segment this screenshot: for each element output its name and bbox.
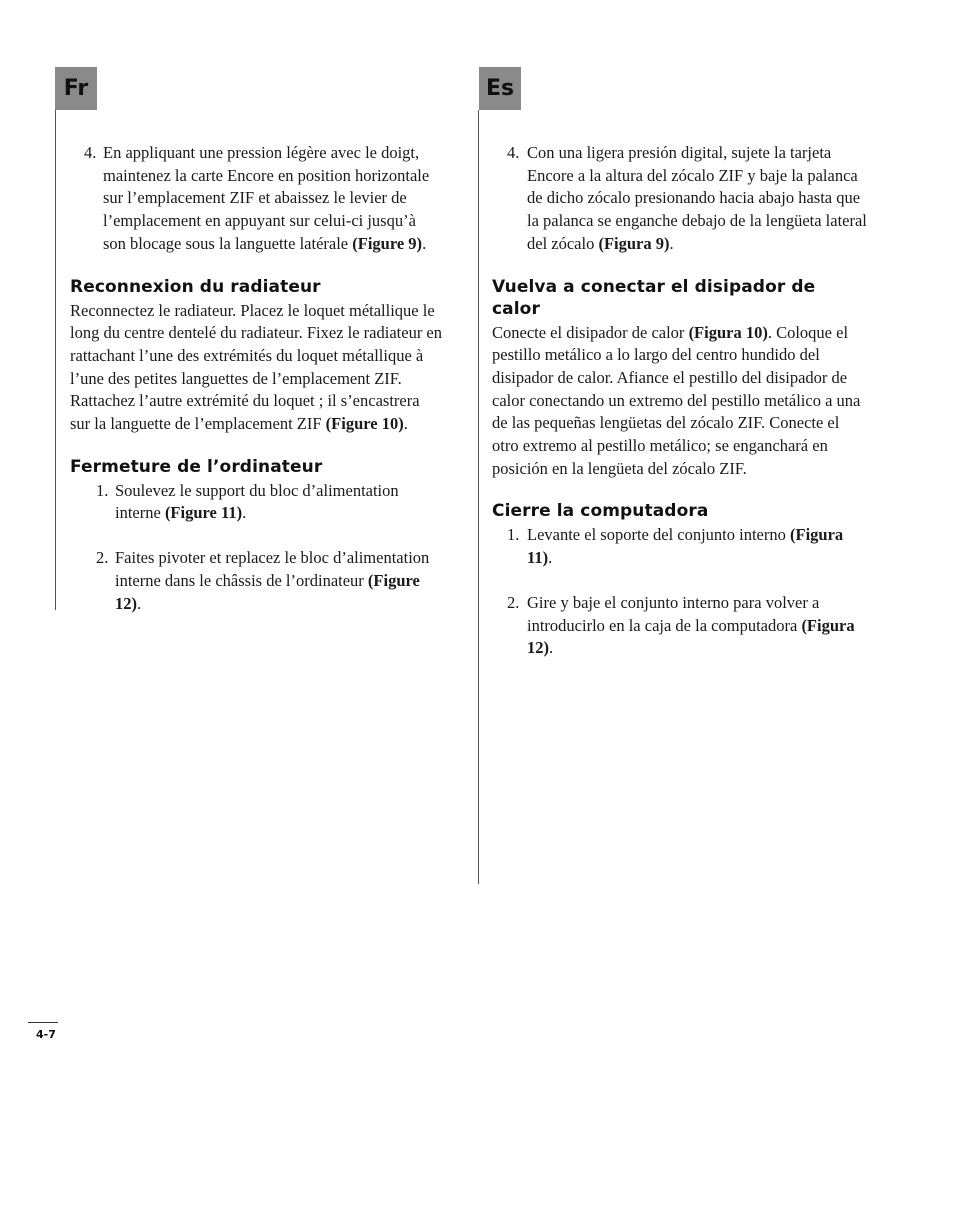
step-text: Levante el soporte del conjunto interno (Figura 11). [527,525,844,568]
french-tab: Fr [55,67,97,110]
section-body-disipador: Conecte el disipador de calor (Figura 10). Coloque el pestillo metálico a lo largo del centro hundido del disipador de calor. Afiance el pestillo del disipador de calor conectando un extremo del pestillo metálico a una de las pequeñas lengüetas del zócalo ZIF. Conecte el otro extremo al pestillo metálico; se enganchará en posición en la lengüeta del zócalo ZIF. [492,322,861,478]
page-number: 4-7 [36,1028,56,1041]
french-column [70,142,442,615]
step-number: 1. [507,525,520,545]
figure-reference: (Figure 9) [352,233,423,253]
figure-reference: (Figure 12) [115,570,420,613]
french-list-item-2 [70,547,442,615]
step-number: 2. [96,548,109,568]
step-number: 4. [84,143,97,162]
french-step-4 [70,142,442,256]
figure-reference: (Figura 12) [527,615,855,658]
section-heading-fermeture: Fermeture de l’ordinateur [70,456,323,477]
step-text: En appliquant une pression légère avec le doigt, maintenez la carte Encore en position horizontale sur l’emplacement ZIF et abaissez le levier de l’emplacement en appuyant sur celui-ci jusqu’à son blocage sous la languette latérale (Figure 9). [103,143,430,253]
section-heading-reconnexion: Reconnexion du radiateur [70,276,321,297]
spanish-column-rule [478,110,479,884]
figure-reference: (Figura 11) [527,525,844,568]
step-number: 2. [507,592,520,612]
spanish-step-4 [492,142,867,256]
section-heading-cierre: Cierre la computadora [492,501,709,522]
spanish-column [492,142,867,660]
figure-reference: (Figure 10) [325,414,404,434]
spanish-tab: Es [479,67,521,110]
step-text: Soulevez le support du bloc d’alimentation interne (Figure 11). [115,480,399,523]
section-body-reconnexion: Reconnectez le radiateur. Placez le loquet métallique le long du centre dentelé du radiateur. Fixez le radiateur en rattachant l’une des extrémités du loquet métallique à l’une des petites languettes de l’emplacement ZIF. Rattachez l’autre extrémité du loquet ; il s’encastrera sur la languette de l’emplacement ZIF (Figure 10). [70,300,443,434]
step-number: 1. [96,480,109,500]
step-text: Gire y baje el conjunto interno para volver a introducirlo en la caja de la computadora (Figura 12). [527,592,855,658]
figure-reference: (Figura 10) [688,322,768,342]
step-text: Faites pivoter et replacez le bloc d’alimentation interne dans le châssis de l’ordinateur (Figure 12). [115,548,430,613]
spanish-list-item-1 [492,524,867,569]
step-number: 4. [507,143,520,162]
section-heading-disipador: Vuelva a conectar el disipador de calor [492,276,816,319]
figure-reference: (Figure 11) [164,503,243,523]
french-column-rule [55,110,56,610]
figure-reference: (Figura 9) [598,233,670,253]
spanish-list-item-2 [492,592,867,660]
french-list-item-1 [70,480,442,525]
footer-rule [28,1022,58,1023]
step-text: Con una ligera presión digital, sujete la tarjeta Encore a la altura del zócalo ZIF y baje la palanca de dicho zócalo presionando hacia abajo hasta que la palanca se enganche debajo de la lengüeta lateral del zócalo (Figura 9). [527,143,867,253]
